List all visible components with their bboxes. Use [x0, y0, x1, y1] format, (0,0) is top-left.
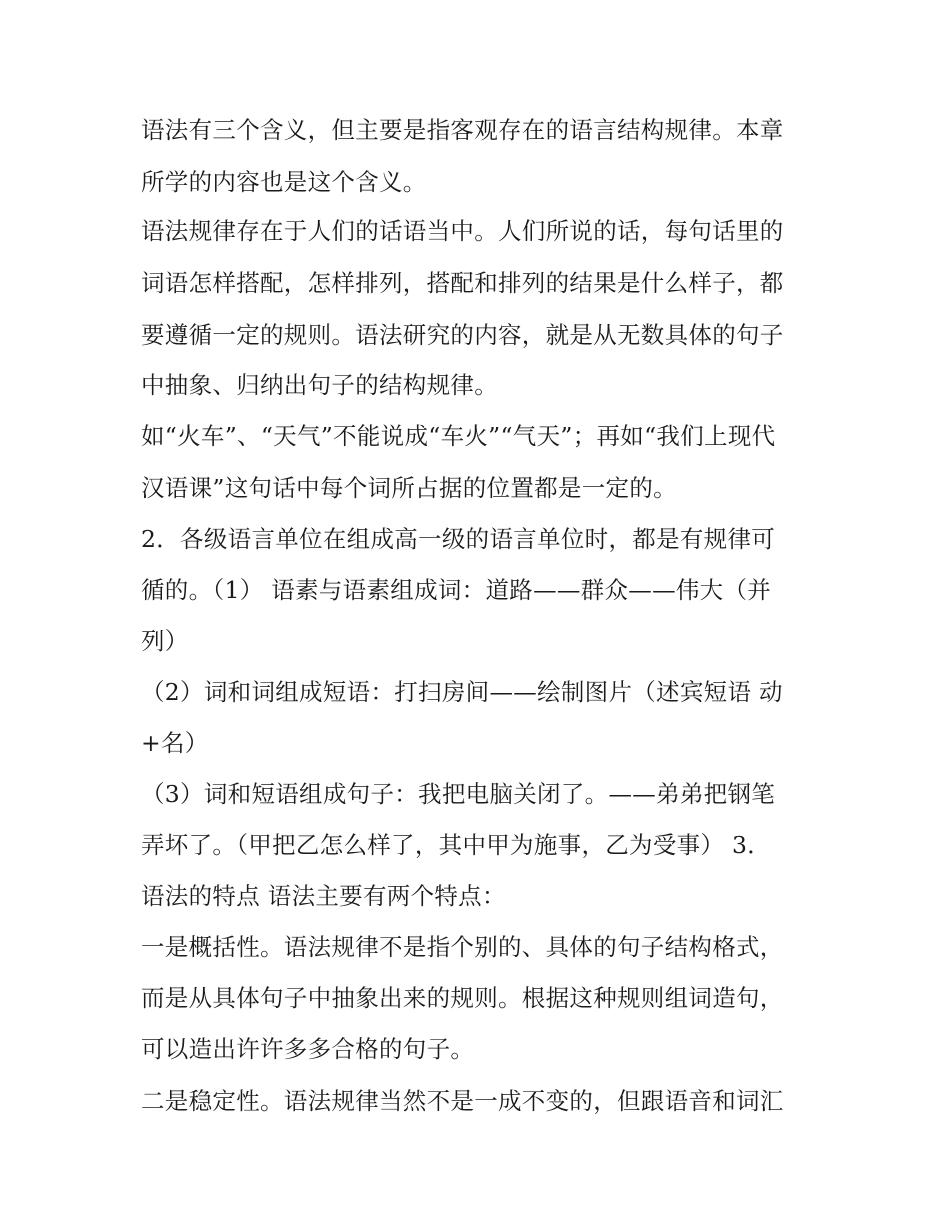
- text-line-10: 循的。（1） 语素与语素组成词：道路——群众——伟大（并: [141, 576, 772, 604]
- text-line-5: 要遵循一定的规则。语法研究的内容，就是从无数具体的句子: [141, 321, 784, 349]
- text-line-3: 语法规律存在于人们的话语当中。人们所说的话，每句话里的: [141, 217, 784, 245]
- text-line-13: +名）: [141, 729, 209, 757]
- text-line-18: 而是从具体句子中抽象出来的规则。根据这种规则组词造句，: [141, 984, 784, 1012]
- text-line-19: 可以造出许许多多合格的句子。: [141, 1035, 475, 1063]
- text-line-6: 中抽象、归纳出句子的结构规律。: [141, 371, 498, 399]
- text-line-1: 语法有三个含义，但主要是指客观存在的语言结构规律。本章: [141, 116, 784, 144]
- text-line-8: 汉语课”这句话中每个词所占据的位置都是一定的。: [141, 474, 677, 502]
- text-line-7: 如“火车”、“天气”不能说成“车火”“气天”；再如“我们上现代: [141, 422, 776, 450]
- text-line-15: 弄坏了。（甲把乙怎么样了，其中甲为施事，乙为受事） 3．: [141, 831, 772, 859]
- text-line-4: 词语怎样搭配，怎样排列，搭配和排列的结果是什么样子，都: [141, 269, 784, 297]
- text-line-9: 2．各级语言单位在组成高一级的语言单位时，都是有规律可: [141, 525, 776, 553]
- text-line-11: 列）: [141, 627, 189, 655]
- text-line-14: （3）词和短语组成句子：我把电脑关闭了。——弟弟把钢笔: [141, 780, 776, 808]
- text-line-12: （2）词和词组成短语：打扫房间——绘制图片（述宾短语 动: [141, 678, 783, 706]
- text-line-16: 语法的特点 语法主要有两个特点：: [141, 882, 506, 910]
- text-line-20: 二是稳定性。语法规律当然不是一成不变的，但跟语音和词汇: [141, 1087, 784, 1115]
- text-line-17: 一是概括性。语法规律不是指个别的、具体的句子结构格式，: [141, 933, 784, 961]
- text-line-2: 所学的内容也是这个含义。: [141, 168, 427, 196]
